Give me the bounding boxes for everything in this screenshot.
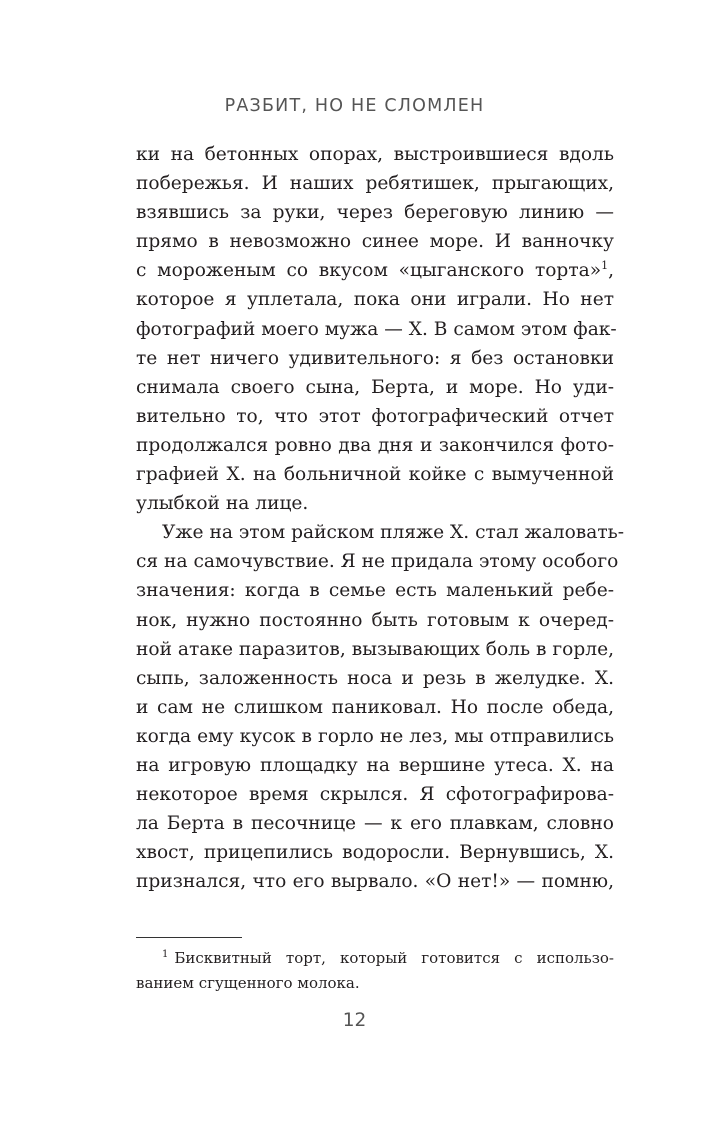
text-line: продолжался ровно два дня и закончился фото- bbox=[136, 434, 614, 456]
text-line: снимала своего сына, Берта, и море. Но уди- bbox=[136, 376, 614, 398]
body-text bbox=[136, 140, 625, 896]
text-line: побережья. И наших ребятишек, прыгающих, bbox=[136, 173, 614, 195]
text-line: ся на самочувствие. Я не придала этому особого bbox=[136, 551, 619, 573]
footnote-line bbox=[136, 946, 614, 971]
text-line: которое я уплетала, пока они играли. Но нет bbox=[136, 289, 614, 311]
text-line: графией Х. на больничной койке с вымученной bbox=[136, 464, 614, 486]
footnote-ref-suffix: , bbox=[608, 260, 614, 282]
footnote-divider bbox=[136, 937, 242, 938]
footnote bbox=[136, 946, 614, 996]
text-line: вительно то, что этот фотографический отчет bbox=[136, 405, 614, 427]
page-number: 12 bbox=[342, 1010, 367, 1031]
footnote-text: Бисквитный торт, который готовится с использо- bbox=[174, 949, 614, 967]
text-line: хвост, прицепились водоросли. Вернувшись, Х. bbox=[136, 842, 614, 864]
text-line-with-footnote-ref bbox=[136, 256, 614, 285]
text-line: значения: когда в семье есть маленький ребе- bbox=[136, 580, 614, 602]
text-line: нок, нужно постоянно быть готовым к очеред- bbox=[136, 609, 614, 631]
text-line: когда ему кусок в горло не лез, мы отправились bbox=[136, 725, 614, 747]
text-line: те нет ничего удивительного: я без остановки bbox=[136, 347, 614, 369]
footnote-marker: 1 bbox=[162, 949, 169, 960]
text-line-paragraph-start: Уже на этом райском пляже Х. стал жаловать- bbox=[162, 522, 625, 544]
text-line: ла Берта в песочнице — к его плавкам, словно bbox=[136, 813, 614, 835]
text-line: ной атаке паразитов, вызывающих боль в горле, bbox=[136, 638, 614, 660]
text-line: и сам не слишком паниковал. Но после обеда, bbox=[136, 696, 614, 718]
text-line: на игровую площадку на вершине утеса. Х. на bbox=[136, 754, 614, 776]
text-line: сыпь, заложенность носа и резь в желудке. Х. bbox=[136, 667, 614, 689]
text-line-paragraph-end: улыбкой на лице. bbox=[136, 493, 309, 515]
text-line: некоторое время скрылся. Я сфотографирова- bbox=[136, 784, 614, 806]
text-line-content: с мороженым со вкусом «цыганского торта» bbox=[136, 260, 602, 282]
footnote-line: ванием сгущенного молока. bbox=[136, 974, 360, 992]
text-line: фотографий моего мужа — Х. В самом этом фак- bbox=[136, 318, 617, 340]
text-line: ки на бетонных опорах, выстроившиеся вдоль bbox=[136, 144, 614, 165]
text-line: взявшись за руки, через береговую линию — bbox=[136, 202, 614, 224]
running-head: РАЗБИТ, НО НЕ СЛОМЛЕН bbox=[224, 96, 485, 116]
text-line: прямо в невозможно синее море. И ванночку bbox=[136, 231, 614, 253]
footnote-reference[interactable]: 1 bbox=[601, 259, 609, 273]
text-line: признался, что его вырвало. «О нет!» — помню, bbox=[136, 871, 614, 893]
